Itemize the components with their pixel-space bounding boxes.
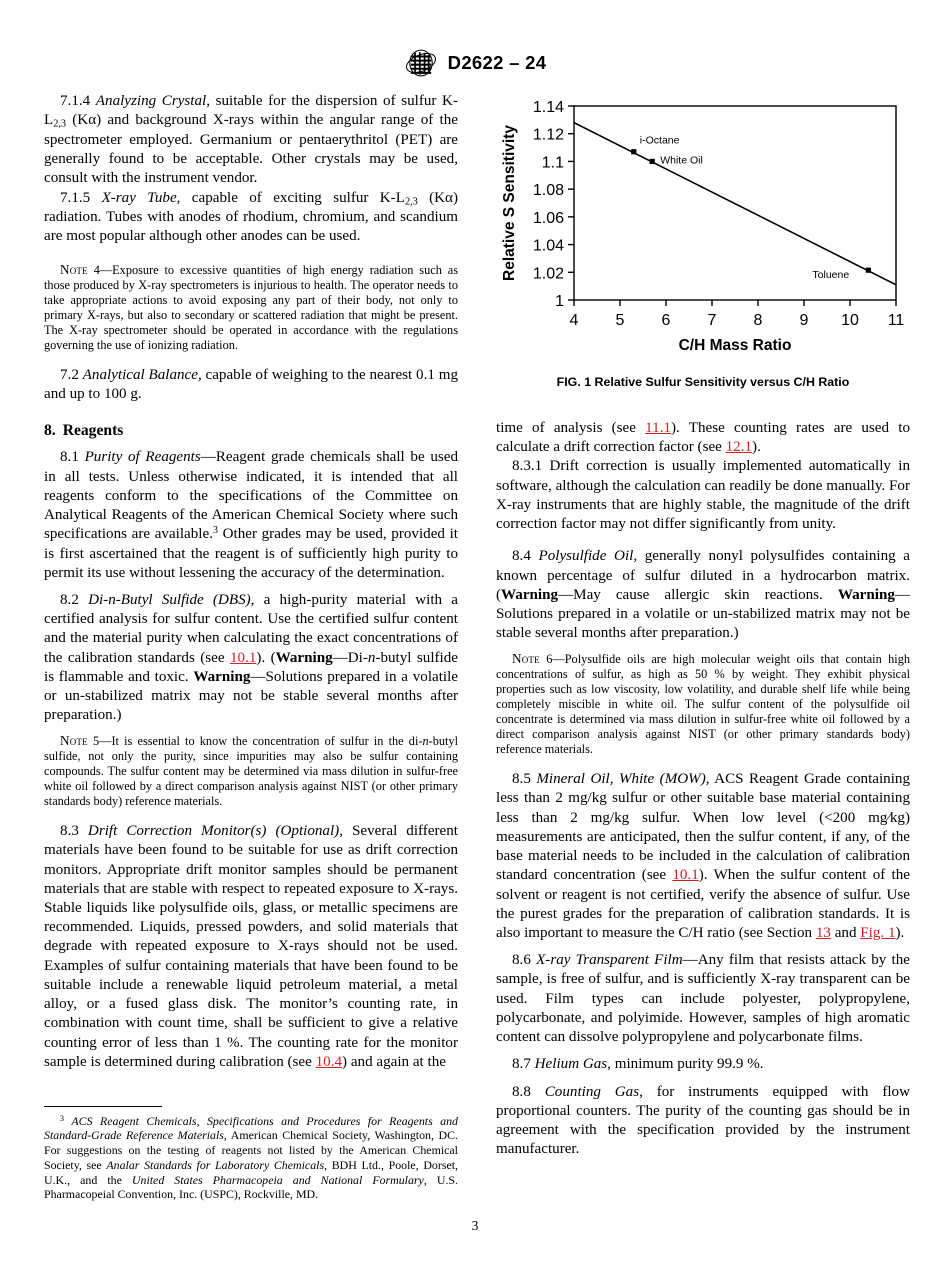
note-label: Note (60, 732, 88, 748)
para-number: 8.3.1 (512, 458, 543, 475)
para-title: Mineral Oil, White (MOW), (536, 771, 710, 788)
para-text-c: —Di- (332, 649, 368, 666)
y-tick-label: 1.1 (541, 154, 564, 172)
para-number: 8.2 (60, 591, 79, 608)
para-title: Polysulfide Oil, (538, 548, 638, 565)
italic-n: n (422, 733, 429, 748)
note-number: 6 (539, 651, 553, 666)
para-text-a: Several different materials have been found to be suitable for use as drift correction monitors. Appropriate drift monitor samples should be permanent materials that are stable with respect to repeated exposure to X-rays. Stable liquids like polysulfide oils, glass, or metallic specimens are recommended. Liquids, pressed powders, and solid materials that degrade with repeated exposure to X-rays should not be used. Examples of sulfur containing materials that have been found to be suitable include a renewable liquid petroleum material, a metal alloy, or a fused glass disk. The monitor’s counting rate, in combination with count time, shall be sufficient to give a relative counting error of less than 1 %. The counting rate for the monitor sample is determined during calibration (see (44, 823, 458, 1070)
paragraph-8-2 (44, 591, 458, 726)
page-number: 3 (471, 1218, 479, 1233)
para-text: capable of weighing to the nearest 0.1 mg and up to 100 g. (44, 367, 458, 403)
para-title: Helium Gas, (534, 1056, 611, 1073)
note-label: Note (60, 261, 88, 277)
para-title: Analyzing Crystal, (95, 93, 210, 109)
data-point (631, 149, 636, 154)
warning-label-1: Warning (275, 649, 333, 666)
astm-logo-icon (404, 46, 438, 80)
section-number: 8. (44, 421, 56, 439)
para-title: X-ray Tube, (101, 189, 181, 206)
x-tick-label: 5 (615, 312, 625, 329)
subscript: 2,3 (53, 118, 67, 130)
para-title-a: Di- (88, 591, 109, 608)
note-4 (44, 262, 458, 353)
data-point (650, 159, 655, 164)
two-column-body (44, 92, 910, 1202)
xref-11-1[interactable]: 11.1 (645, 420, 672, 436)
footnote-italic-b: Analar Standards for Laboratory Chemicals (106, 1157, 325, 1172)
y-tick-label: 1.08 (532, 182, 564, 200)
document-designation: D2622 – 24 (447, 52, 547, 73)
footnote-marker: 3 (212, 525, 218, 537)
para-text-b: ). When the sulfur content of the solvent or reagent is not certified, verify the absence of sulfur. Use the purest grades for the preparation of calibration standards. It is also important to measure the C/H ratio (see Section (496, 867, 910, 941)
footnote-section (44, 1100, 458, 1203)
para-text-d: ). (895, 925, 905, 941)
para-text-b: ). These counting rates are used to calculate a drift correction factor (see (496, 420, 910, 456)
para-number: 8.6 (512, 952, 531, 969)
x-axis-title: C/H Mass Ratio (678, 337, 792, 354)
para-text-b: ). ( (256, 649, 276, 666)
footnote-marker: 3 (60, 1113, 64, 1123)
note-6 (496, 651, 910, 758)
para-text: minimum purity 99.9 %. (610, 1056, 764, 1073)
figure-1 (496, 92, 910, 389)
para-text-b: ) and again at the (342, 1053, 446, 1070)
note-text: —Exposure to excessive quantities of high energy radiation such as those produced by X-ray spectrometers is injurious to health. The operator needs to take appropriate actions to avoid exposing any part of their body, not only to primary X-rays, but also to secondary or scattered radiation that might be present. The X-ray spectrometer should be operated in accordance with the regulations governing the use of ionizing radiation. (44, 262, 458, 353)
para-title-b: -Butyl Sulfide (DBS), (115, 591, 255, 608)
para-text-c: and (830, 925, 861, 941)
note-text: —Polysulfide oils are high molecular weight oils that contain high concentrations of sulfur, as high as 50 % by weight. They exhibit physical properties such as low viscosity, low volatility, and durable shelf life while being completely miscible in white oil. The sulfur content of the polysulfide oil concentrate is determined via mass dilution in sulfur-free white oil followed by a direct comparison analysis against NIST (or other primary standards body) reference materials. (496, 651, 910, 757)
para-text: for instruments equipped with flow proportional counters. The purity of the counting gas should be in agreement with the specification provided by the instrument manufacturer. (496, 1083, 910, 1158)
footnote-text-b: , BDH Ltd., Poole, Dorset, U.K., and the (44, 1157, 458, 1187)
data-point-label: i-Octane (639, 134, 680, 147)
para-text-b: Other grades may be used, provided it is first ascertained that the reagent is of sufficiently high purity to permit its use without lessening the accuracy of the determination. (44, 526, 459, 581)
x-tick-label: 4 (569, 312, 579, 329)
note-text-a: —It is essential to know the concentration of sulfur in the di- (99, 733, 423, 748)
x-tick-label: 8 (753, 312, 763, 329)
para-number: 7.1.4 (60, 93, 91, 109)
y-axis-title: Relative S Sensitivity (501, 125, 518, 281)
data-point-label: Toluene (812, 269, 850, 282)
para-number: 8.4 (512, 548, 531, 565)
para-number: 7.1.5 (60, 189, 91, 206)
para-text-a: —Reagent grade chemicals shall be used in all tests. Unless otherwise indicated, it is intended that all reagents conform to the specifications of the Committee on Analytical Reagents of the American Chemical Society where such specifications are available. (44, 449, 458, 543)
paragraph-8-6 (496, 951, 910, 1047)
footnote-italic-c: United States Pharmacopeia and National Formulary (131, 1172, 424, 1187)
paragraph-7-1-4 (44, 92, 458, 189)
paragraph-8-7 (496, 1055, 910, 1074)
para-title: X-ray Transparent Film (536, 952, 683, 969)
para-title: Counting Gas, (544, 1083, 643, 1100)
para-text-a: ACS Reagent Grade containing less than 2 mg/kg sulfur or other suitable base material containing less than 2 mg/kg sulfur. When low level (<200 mg⁄kg) measurements are anticipated, then the sulfur content, if any, of the base material needs to be included in the calculation of calibration standard concentration (see (496, 771, 910, 884)
para-title: Purity of Reagents (84, 449, 201, 466)
para-number: 8.3 (60, 823, 79, 840)
section-heading-8 (44, 422, 458, 441)
warning-label-2: Warning (837, 586, 895, 603)
left-column (44, 92, 458, 1202)
para-text-a: time of analysis (see (496, 420, 646, 436)
y-tick-label: 1.04 (532, 237, 564, 255)
xref-10-1[interactable]: 10.1 (672, 867, 699, 884)
xref-12-1[interactable]: 12.1 (725, 439, 753, 456)
para-text-a: a high-purity material with a certified analysis for sulfur content. Use the certified sulfur content and the material purity when calculating the exact concentrations of the calibration standards (see (44, 591, 458, 666)
xref-10-4[interactable]: 10.4 (315, 1053, 343, 1070)
para-text: Drift correction is usually implemented automatically in software, although the calculation can readily be done manually. For X-ray instruments that are highly stable, the magnitude of the drift correction factor may not differ significantly from unity. (496, 458, 910, 533)
x-tick-label: 11 (887, 312, 905, 329)
paragraph-7-1-5 (44, 189, 458, 247)
para-text-e: —Solutions prepared in a volatile or un-stabilized matrix may not be stable several months after preparation.) (44, 668, 458, 724)
note-5 (44, 733, 458, 809)
footnote-text-c: , U.S. Pharmacopeial Convention, Inc. (USPC), Rockville, MD. (44, 1172, 458, 1202)
paragraph-8-8 (496, 1083, 910, 1160)
xref-fig-1[interactable]: Fig. 1 (860, 925, 896, 941)
footnote-text-a: , American Chemical Society, Washington, DC. For suggestions on the testing of reagents not listed by the American Chemical Society, see (44, 1128, 459, 1172)
y-tick-label: 1.14 (532, 99, 564, 116)
para-number: 8.1 (60, 449, 79, 466)
x-tick-label: 6 (661, 312, 671, 329)
footnote-3 (44, 1114, 458, 1203)
trend-line (574, 123, 896, 285)
paragraph-8-4 (496, 547, 910, 643)
subscript: 2,3 (404, 196, 418, 208)
para-text-c: ). (752, 439, 761, 456)
page-footer (0, 1218, 950, 1234)
y-tick-label: 1.06 (532, 209, 564, 227)
para-text-b: (Kα) radiation. Tubes with anodes of rhodium, chromium, and scandium are most popular although other anodes can be used. (44, 189, 458, 245)
para-title: Analytical Balance, (82, 367, 202, 384)
note-number: 5 (87, 733, 100, 748)
data-point (866, 268, 871, 273)
paragraph-7-2 (44, 366, 458, 404)
para-number: 8.8 (512, 1083, 531, 1100)
para-text: —Any film that resists attack by the sample, is free of sulfur, and is sufficiently X-ray transparent can be used. Film types can include polyester, polypropylene, polycarbonate, and polyimide. However, samples of high aromatic content can dissolve polypropylene and polycarbonate films. (496, 952, 910, 1046)
para-text-d: -butyl sulfide is flammable and toxic. (44, 649, 458, 685)
para-text-c: —Solutions prepared in a volatile or un-stabilized matrix may not be stable several months after preparation.) (496, 586, 910, 642)
para-text-a: generally nonyl polysulfides containing a known percentage of sulfur diluted in a hydrocarbon matrix. ( (496, 548, 911, 603)
xref-10-1[interactable]: 10.1 (229, 649, 257, 666)
para-title-n: n (108, 591, 116, 608)
figure-caption: FIG. 1 Relative Sulfur Sensitivity versus C/H Ratio (556, 375, 850, 389)
warning-label-1: Warning (501, 586, 559, 603)
italic-n: n (367, 649, 376, 666)
xref-section-13[interactable]: 13 (815, 925, 831, 941)
x-tick-label: 9 (799, 312, 809, 329)
para-text-a: suitable for the dispersion of sulfur K-L (44, 93, 458, 129)
paragraph-8-3-continued (496, 419, 910, 457)
warning-label-2: Warning (193, 668, 251, 685)
right-column (496, 92, 910, 1202)
paragraph-8-3 (44, 822, 458, 1072)
footnote-divider (44, 1106, 162, 1107)
y-tick-label: 1.12 (532, 126, 564, 144)
footnote-italic-a: ACS Reagent Chemicals, Specifications and Procedures for Reagents and Standard-Grade Reference Materials (44, 1113, 458, 1143)
section-title: Reagents (62, 421, 124, 439)
y-tick-label: 1 (555, 293, 564, 310)
note-label: Note (512, 650, 540, 666)
para-text-a: capable of exciting sulfur K-L (180, 189, 405, 206)
x-tick-label: 10 (841, 312, 859, 329)
x-tick-label: 7 (707, 312, 717, 329)
paragraph-8-3-1 (496, 457, 910, 534)
page-header (0, 46, 950, 80)
para-number: 7.2 (60, 367, 79, 384)
para-number: 8.7 (512, 1056, 531, 1073)
y-tick-label: 1.02 (532, 265, 564, 283)
note-text-b: -butyl sulfide, not only the purity, since impurities may also be sulfur containing compounds. The sulfur content may be determined via mass dilution in sulfur-free white oil followed by a direct comparison analysis against NIST (or other primary standards body) reference materials. (44, 733, 458, 808)
para-title: Drift Correction Monitor(s) (Optional), (87, 823, 343, 840)
para-text-b: —May cause allergic skin reactions. (558, 586, 838, 603)
note-number: 4 (87, 262, 100, 277)
relative-sulfur-sensitivity-chart (496, 92, 910, 372)
paragraph-8-5 (496, 770, 910, 943)
data-point-label: White Oil (660, 154, 703, 167)
para-number: 8.5 (512, 771, 531, 788)
paragraph-8-1 (44, 448, 458, 583)
para-text-b: (Kα) and background X-rays within the angular range of the spectrometer employed. Germanium or pentaerythritol (PET) are generally found to be acceptable. Other crystals may be used, consult with the instrument vendor. (44, 112, 458, 187)
